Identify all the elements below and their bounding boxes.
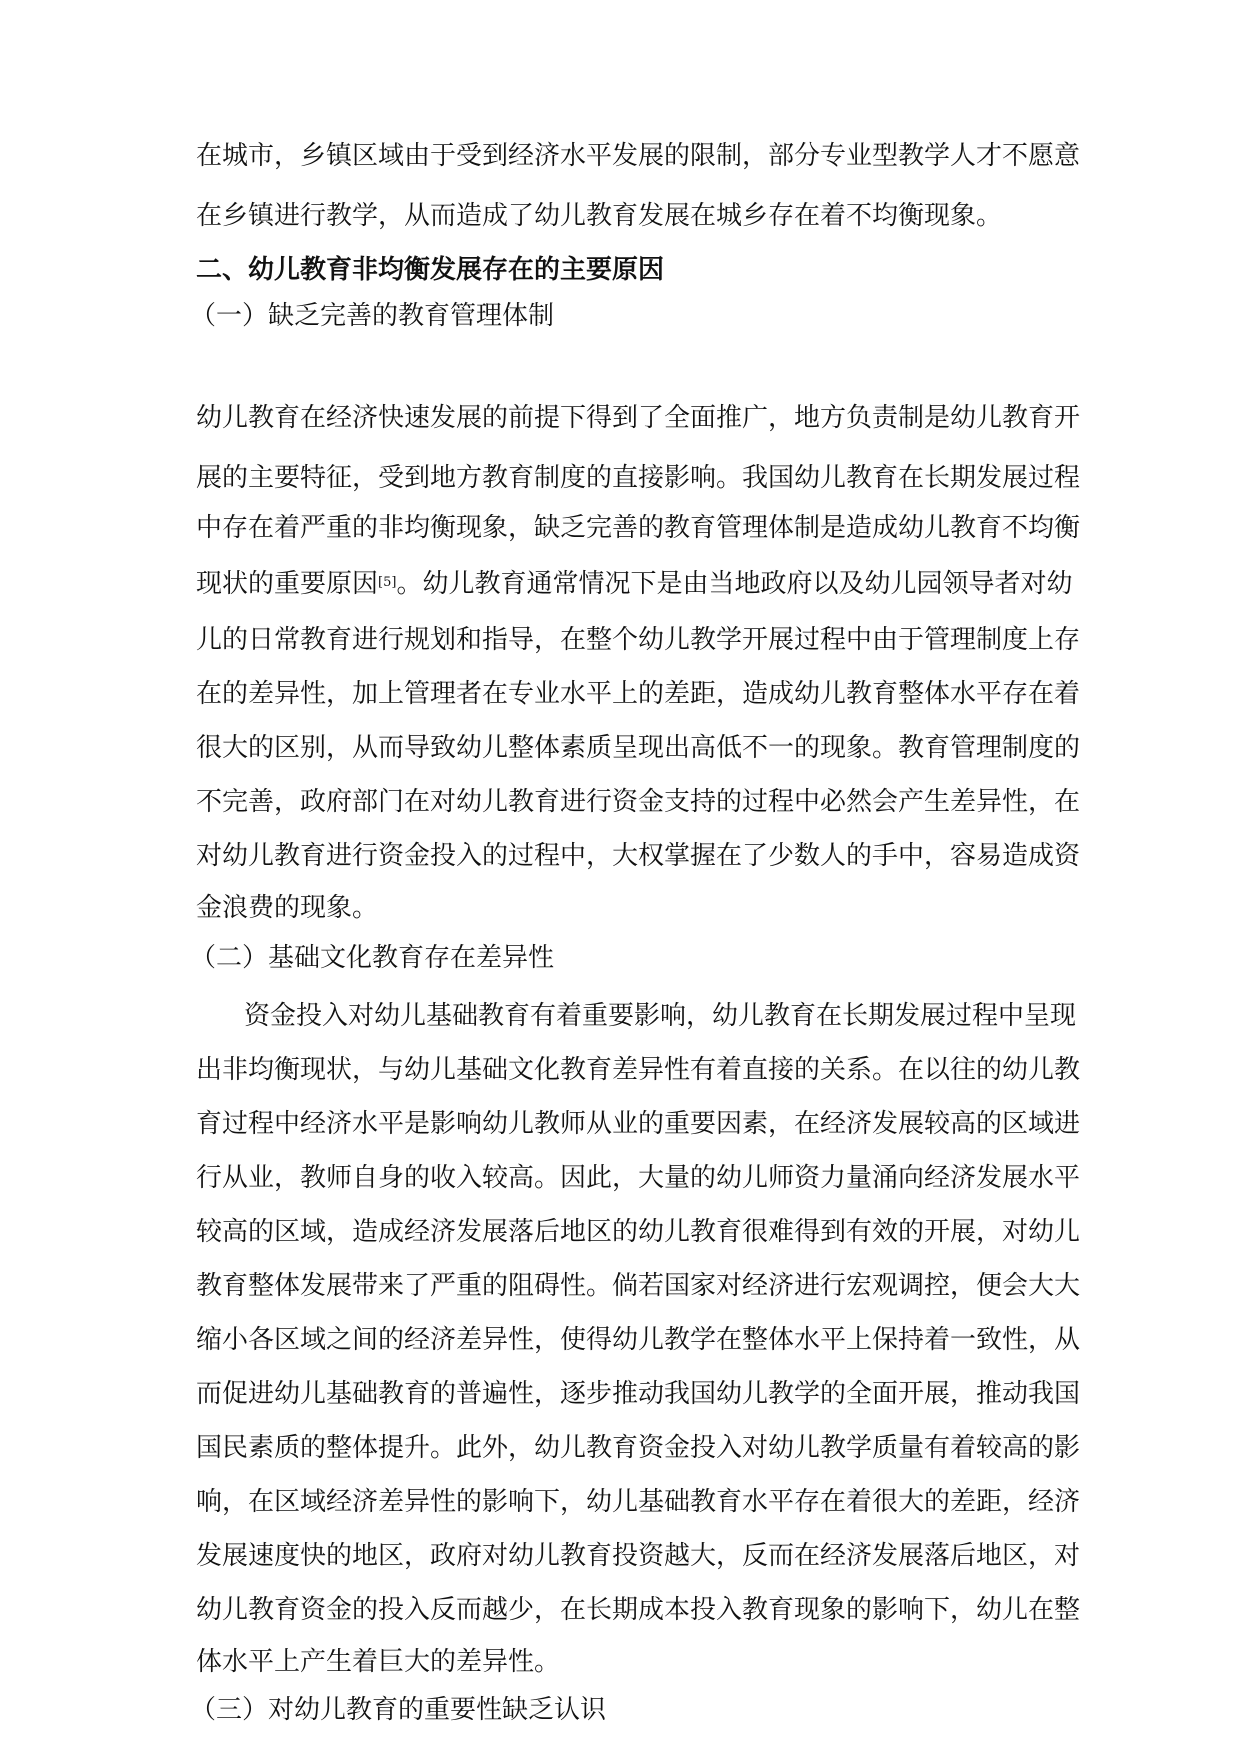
paragraph-line: 在的差异性，加上管理者在专业水平上的差距，造成幼儿教育整体水平存在着: [196, 679, 1081, 709]
subsection-title: （三）对幼儿教育的重要性缺乏认识: [190, 1695, 607, 1725]
paragraph-line: 在乡镇进行教学，从而造成了幼儿教育发展在城乡存在着不均衡现象。: [196, 201, 1003, 231]
subsection-title: （二）基础文化教育存在差异性: [190, 943, 555, 973]
paragraph-text: 。幼儿教育通常情况下是由当地政府以及幼儿园领导者对幼: [396, 569, 1073, 599]
paragraph-line-with-citation: [196, 562, 1073, 606]
paragraph-line: 教育整体发展带来了严重的阻碍性。倘若国家对经济进行宏观调控，便会大大: [196, 1271, 1081, 1301]
paragraph-line: 出非均衡现状，与幼儿基础文化教育差异性有着直接的关系。在以往的幼儿教: [196, 1055, 1081, 1085]
paragraph-line: 展的主要特征，受到地方教育制度的直接影响。我国幼儿教育在长期发展过程: [196, 463, 1081, 493]
paragraph-line: 育过程中经济水平是影响幼儿教师从业的重要因素，在经济发展较高的区域进: [196, 1109, 1081, 1139]
paragraph-line: 幼儿教育在经济快速发展的前提下得到了全面推广，地方负责制是幼儿教育开: [196, 403, 1081, 433]
section-heading: 二、幼儿教育非均衡发展存在的主要原因: [196, 255, 665, 285]
citation-ref: [5]: [378, 575, 397, 590]
paragraph-line: 很大的区别，从而导致幼儿整体素质呈现出高低不一的现象。教育管理制度的: [196, 733, 1081, 763]
paragraph-line: 金浪费的现象。: [196, 893, 379, 923]
paragraph-line: 幼儿教育资金的投入反而越少，在长期成本投入教育现象的影响下，幼儿在整: [196, 1595, 1081, 1625]
paragraph-line: 行从业，教师自身的收入较高。因此，大量的幼儿师资力量涌向经济发展水平: [196, 1163, 1081, 1193]
paragraph-line: 不完善，政府部门在对幼儿教育进行资金支持的过程中必然会产生差异性，在: [196, 787, 1081, 817]
paragraph-line: 而促进幼儿基础教育的普遍性，逐步推动我国幼儿教学的全面开展，推动我国: [196, 1379, 1081, 1409]
paragraph-line: 对幼儿教育进行资金投入的过程中，大权掌握在了少数人的手中，容易造成资: [196, 841, 1081, 871]
paragraph-line: 中存在着严重的非均衡现象，缺乏完善的教育管理体制是造成幼儿教育不均衡: [196, 513, 1081, 543]
paragraph-line: 资金投入对幼儿基础教育有着重要影响，幼儿教育在长期发展过程中呈现: [244, 1001, 1077, 1031]
paragraph-line: 发展速度快的地区，政府对幼儿教育投资越大，反而在经济发展落后地区，对: [196, 1541, 1081, 1571]
paragraph-line: 较高的区域，造成经济发展落后地区的幼儿教育很难得到有效的开展，对幼儿: [196, 1217, 1081, 1247]
paragraph-line: 儿的日常教育进行规划和指导，在整个幼儿教学开展过程中由于管理制度上存: [196, 625, 1081, 655]
paragraph-line: 体水平上产生着巨大的差异性。: [196, 1647, 561, 1677]
paragraph-line: 响，在区域经济差异性的影响下，幼儿基础教育水平存在着很大的差距，经济: [196, 1487, 1081, 1517]
paragraph-line: 国民素质的整体提升。此外，幼儿教育资金投入对幼儿教学质量有着较高的影: [196, 1433, 1081, 1463]
paragraph-text: 现状的重要原因: [196, 569, 379, 599]
paragraph-line: 在城市，乡镇区域由于受到经济水平发展的限制，部分专业型教学人才不愿意: [196, 141, 1081, 171]
subsection-title: （一）缺乏完善的教育管理体制: [190, 301, 555, 331]
paragraph-line: 缩小各区域之间的经济差异性，使得幼儿教学在整体水平上保持着一致性，从: [196, 1325, 1081, 1355]
